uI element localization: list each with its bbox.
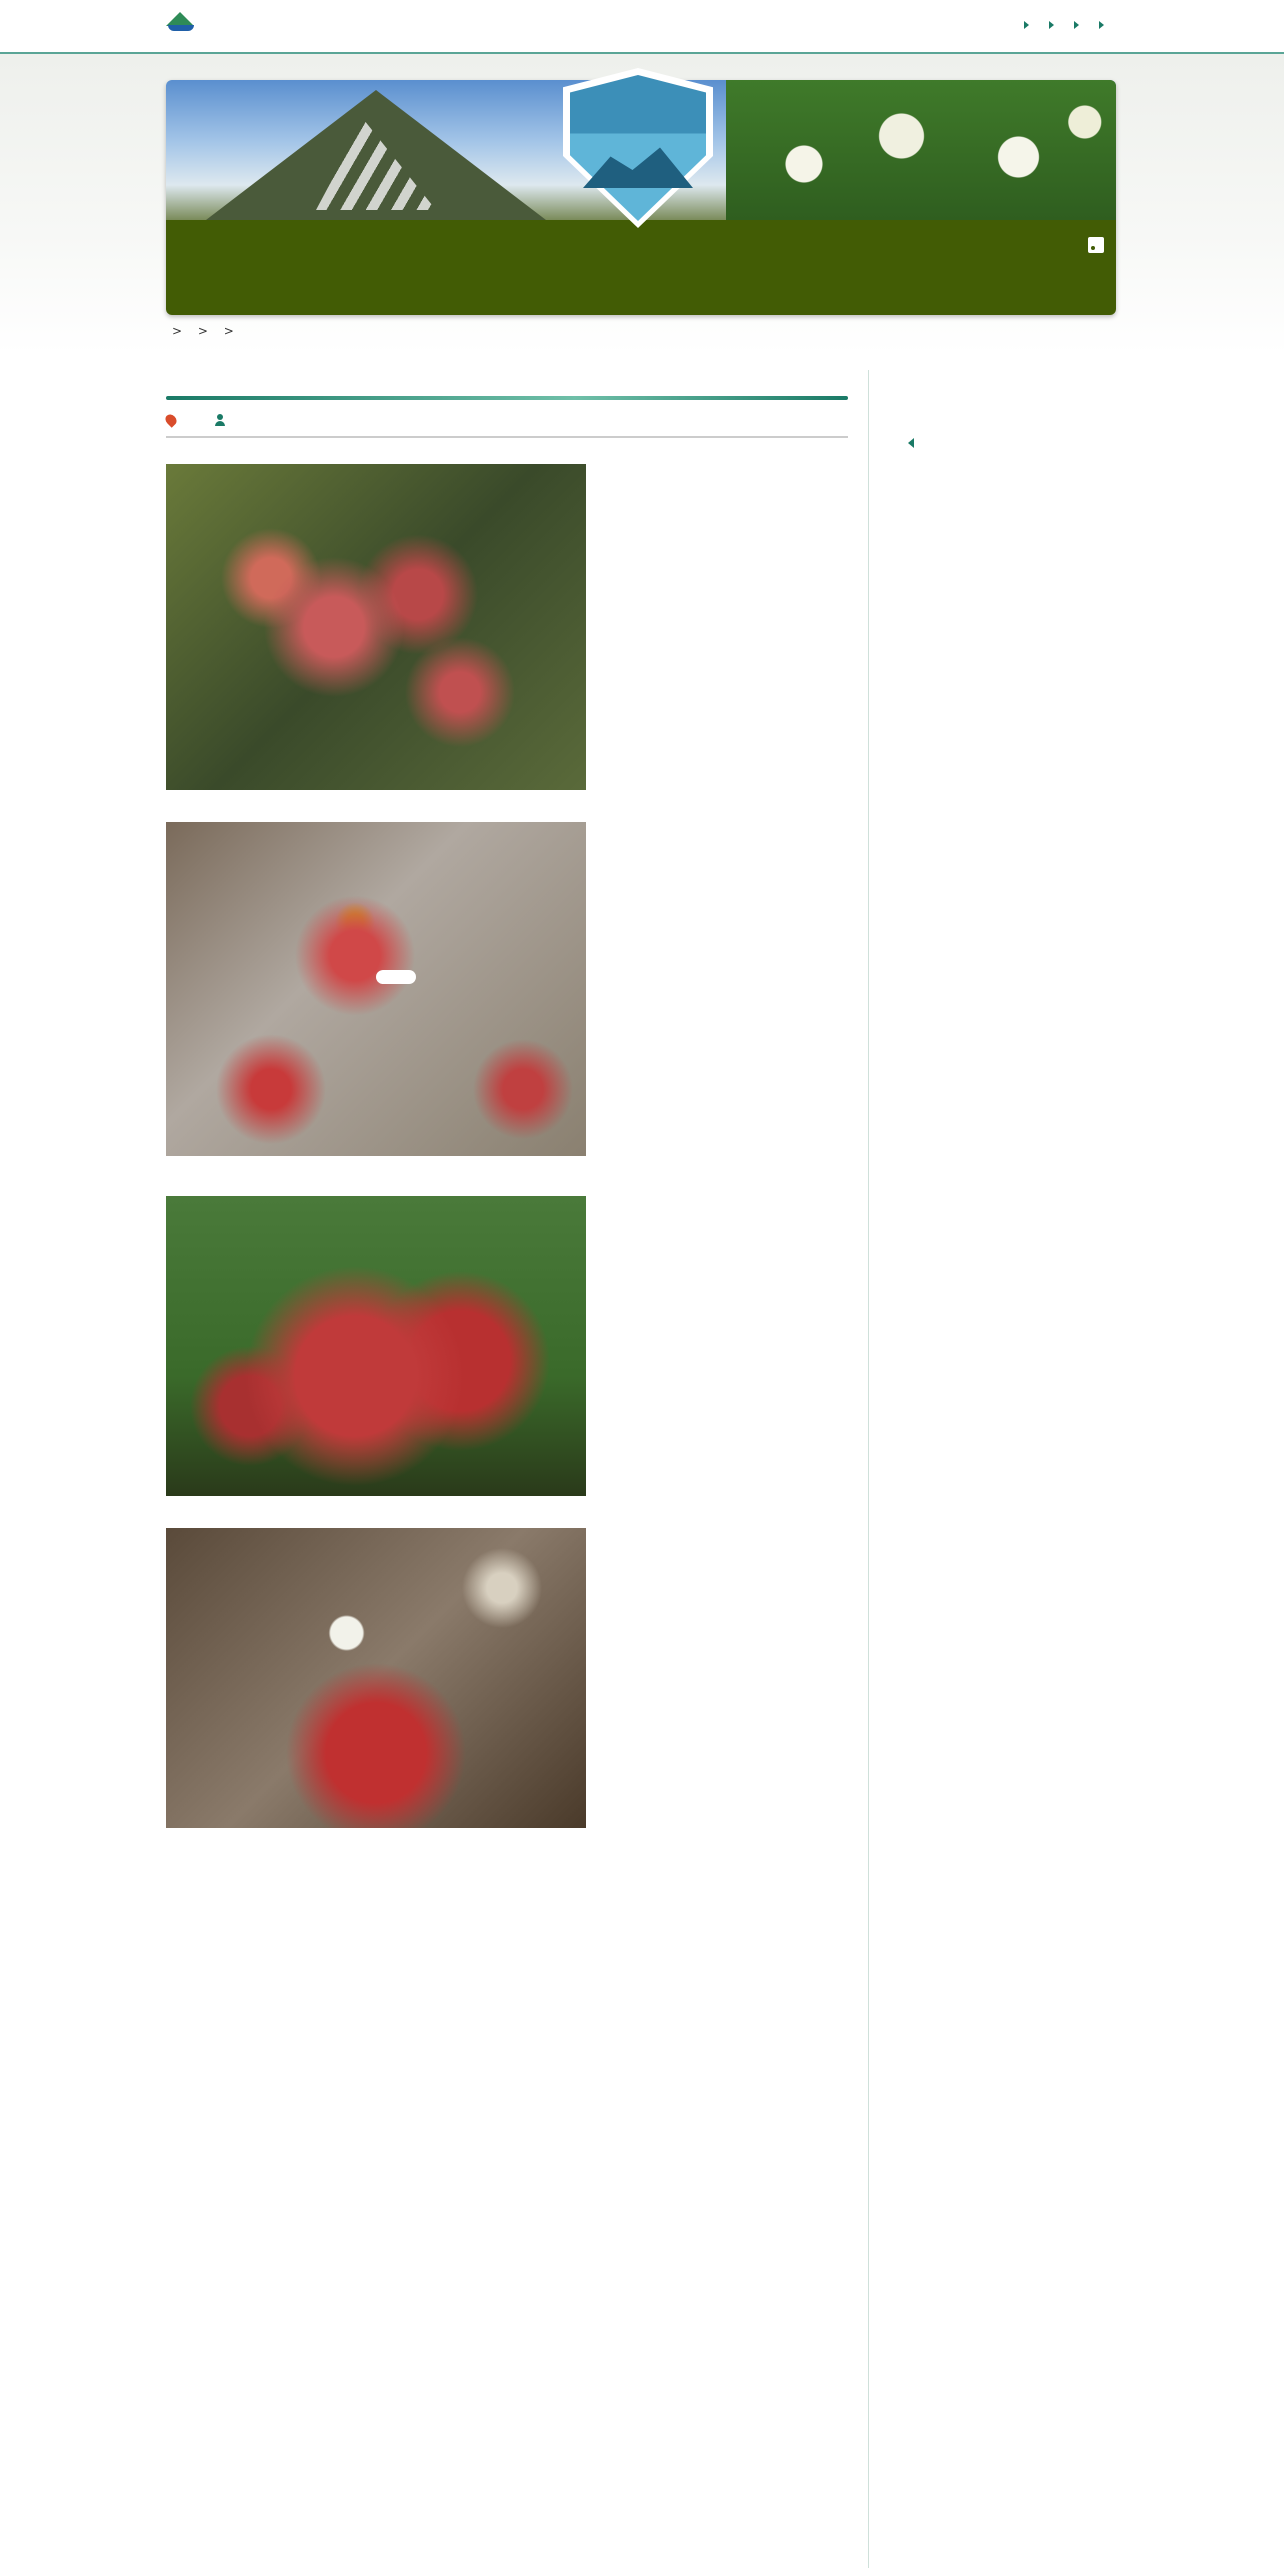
photo-predation — [166, 822, 586, 1156]
active-ranger-badge — [563, 68, 713, 228]
moe-logo-icon — [166, 8, 196, 34]
rss-link[interactable] — [1083, 237, 1104, 253]
sidebar — [894, 390, 1120, 486]
author-icon — [214, 414, 226, 426]
photo-flower — [166, 1528, 586, 1828]
photo-nagaba-moussengoke — [166, 1196, 586, 1496]
breadcrumb: > > > — [172, 324, 234, 338]
location-pin-icon — [163, 412, 179, 428]
photo-moussengoke — [166, 464, 586, 790]
arrow-left-icon — [908, 438, 914, 448]
top-bar — [0, 0, 1284, 54]
column-divider — [868, 370, 869, 2568]
pointing-hand-icon — [376, 970, 416, 984]
prev-month-link[interactable] — [908, 438, 1120, 448]
rss-icon — [1088, 237, 1104, 253]
post-meta — [166, 414, 848, 438]
article — [166, 390, 848, 1828]
date-underline — [166, 396, 848, 400]
moe-logo[interactable] — [166, 8, 199, 34]
